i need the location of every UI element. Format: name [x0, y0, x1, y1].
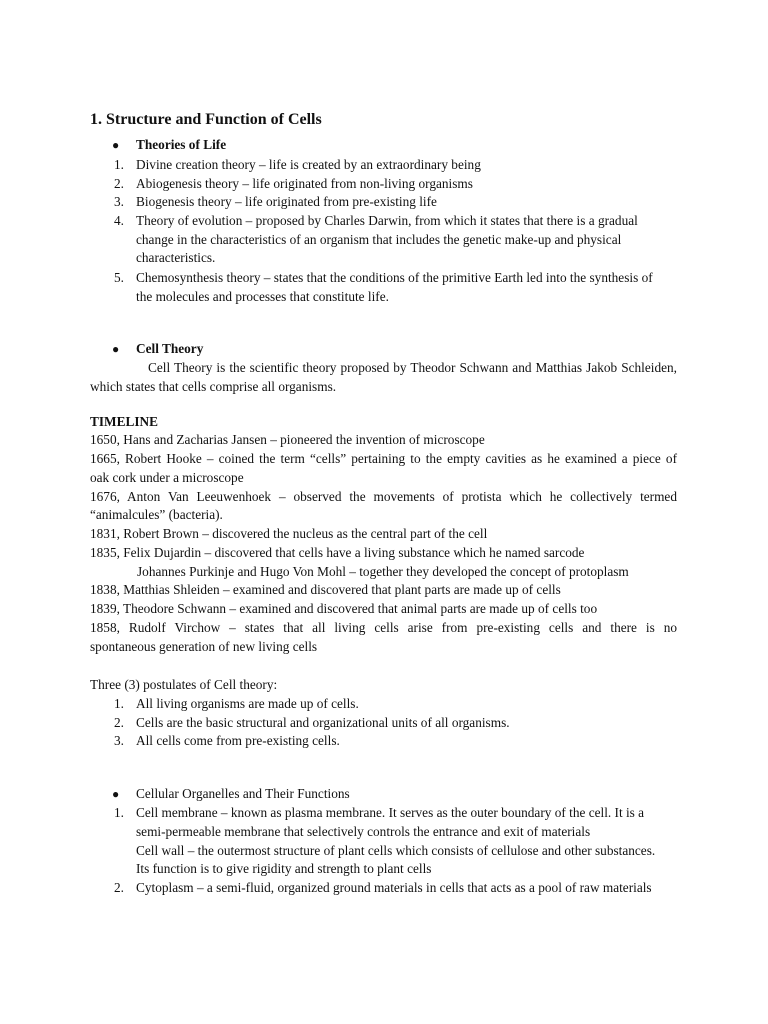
timeline-entry: 1838, Matthias Shleiden – examined and discovered that plant parts are made up of cells	[90, 582, 561, 597]
bullet-icon: ●	[112, 342, 120, 356]
list-item-continuation: change in the characteristics of an organism that includes the genetic make-up and physical	[136, 232, 622, 247]
cell-theory-paragraph-line: Cell Theory is the scientific theory proposed by Theodor Schwann and Matthias Jakob Schleiden,	[148, 360, 677, 375]
timeline-heading: TIMELINE	[90, 414, 158, 429]
list-item: Abiogenesis theory – life originated from non-living organisms	[136, 176, 473, 191]
timeline-entry-continuation: “animalcules” (bacteria).	[90, 507, 223, 522]
list-item: Chemosynthesis theory – states that the conditions of the primitive Earth led into the synthesis of	[136, 270, 653, 285]
timeline-entry: 1676, Anton Van Leeuwenhoek – observed the movements of protista which he collectively termed	[90, 489, 677, 504]
list-number: 2.	[114, 176, 124, 191]
list-number: 1.	[114, 696, 124, 711]
timeline-entry: 1839, Theodore Schwann – examined and discovered that animal parts are made up of cells too	[90, 601, 598, 616]
bullet-icon: ●	[112, 787, 120, 801]
list-item: Theory of evolution – proposed by Charles Darwin, from which it states that there is a gradual	[136, 213, 638, 228]
postulate-item: Cells are the basic structural and organizational units of all organisms.	[136, 715, 510, 730]
timeline-entry-continuation: spontaneous generation of new living cells	[90, 639, 318, 654]
list-number: 2.	[114, 880, 124, 895]
list-item-continuation: characteristics.	[136, 250, 216, 265]
organelle-line: Cell wall – the outermost structure of plant cells which consists of cellulose and other substances.	[136, 843, 656, 858]
list-number: 3.	[114, 194, 124, 209]
list-number: 1.	[114, 805, 124, 820]
list-number: 5.	[114, 270, 124, 285]
theories-heading: Theories of Life	[136, 137, 227, 152]
organelle-line: Its function is to give rigidity and strength to plant cells	[136, 861, 432, 876]
list-number: 3.	[114, 733, 124, 748]
postulates-intro: Three (3) postulates of Cell theory:	[90, 677, 278, 692]
timeline-entry-continuation: oak cork under a microscope	[90, 470, 244, 485]
bullet-icon: ●	[112, 138, 120, 152]
timeline-entry: 1858, Rudolf Virchow – states that all living cells arise from pre-existing cells and there is no	[90, 620, 677, 635]
list-number: 4.	[114, 213, 124, 228]
section-title: 1. Structure and Function of Cells	[90, 111, 322, 128]
list-item: Biogenesis theory – life originated from pre-existing life	[136, 194, 437, 209]
postulate-item: All living organisms are made up of cells.	[136, 696, 359, 711]
timeline-entry: 1831, Robert Brown – discovered the nucleus as the central part of the cell	[90, 526, 488, 541]
timeline-entry: 1650, Hans and Zacharias Jansen – pioneered the invention of microscope	[90, 432, 485, 447]
list-item: Divine creation theory – life is created by an extraordinary being	[136, 157, 481, 172]
list-number: 2.	[114, 715, 124, 730]
list-item-continuation: the molecules and processes that constitute life.	[136, 289, 389, 304]
cell-theory-heading: Cell Theory	[136, 341, 204, 356]
organelle-line: semi-permeable membrane that selectively controls the entrance and exit of materials	[136, 824, 591, 839]
list-number: 1.	[114, 157, 124, 172]
postulate-item: All cells come from pre-existing cells.	[136, 733, 340, 748]
organelles-heading: Cellular Organelles and Their Functions	[136, 786, 350, 801]
timeline-entry: 1835, Felix Dujardin – discovered that cells have a living substance which he named sarcode	[90, 545, 585, 560]
timeline-entry-indented: Johannes Purkinje and Hugo Von Mohl – together they developed the concept of protoplasm	[137, 564, 629, 579]
timeline-entry: 1665, Robert Hooke – coined the term “cells” pertaining to the empty cavities as he examined a piece of	[90, 451, 677, 466]
organelle-line: Cytoplasm – a semi-fluid, organized ground materials in cells that acts as a pool of raw materials	[136, 880, 652, 895]
cell-theory-paragraph-line: which states that cells comprise all organisms.	[90, 379, 337, 394]
organelle-line: Cell membrane – known as plasma membrane. It serves as the outer boundary of the cell. It is a	[136, 805, 645, 820]
